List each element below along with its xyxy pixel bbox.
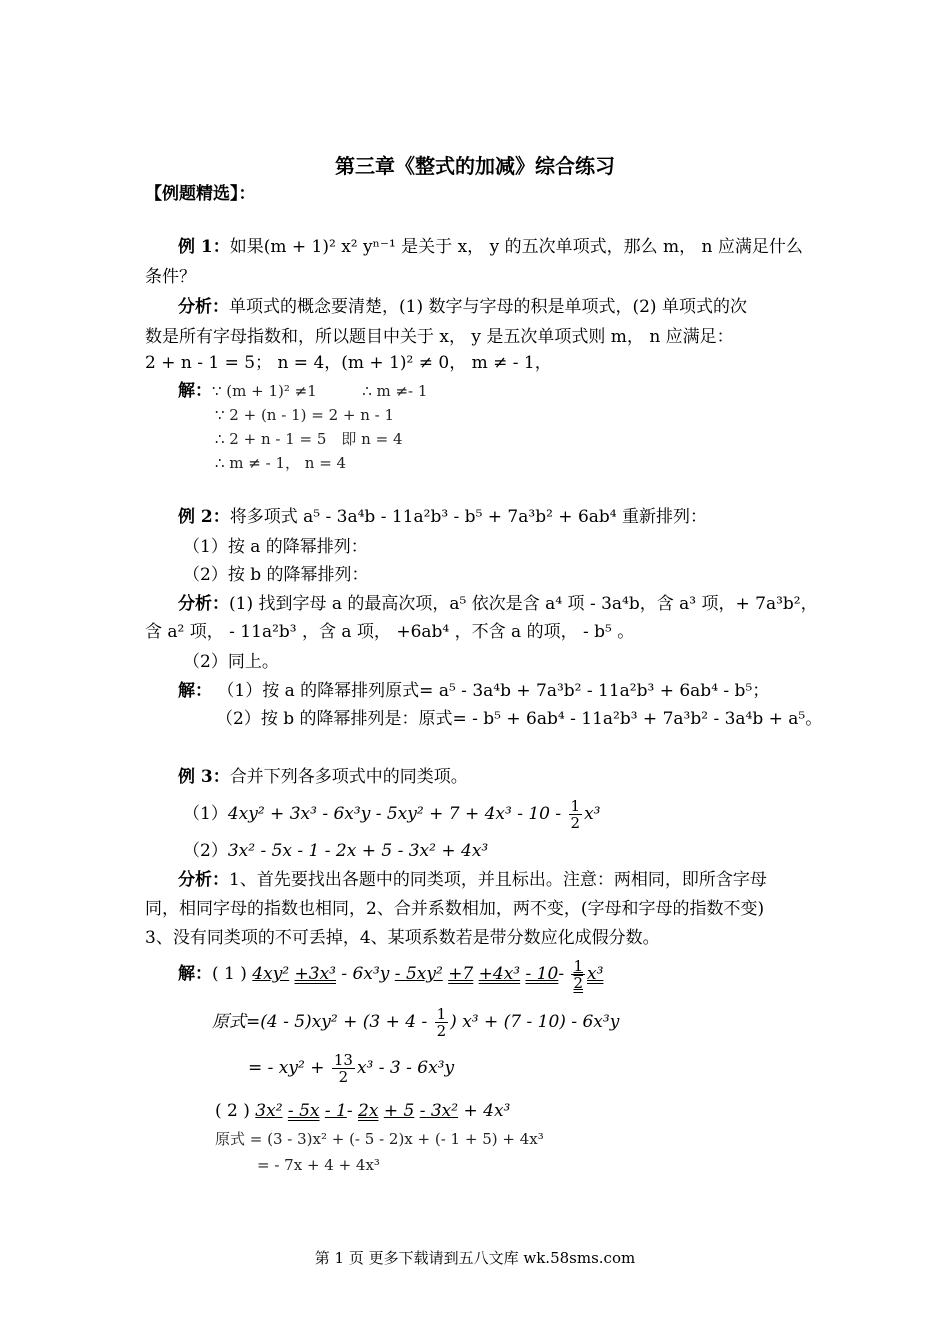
constant-1: - 1 [324, 1101, 347, 1121]
example-1-label: 例 1： [178, 237, 230, 257]
example-2-solution-text-1: （1）按 a 的降幂排列原式= a⁵ - 3a⁴b + 7a³b² - 11a²b³ + 6ab⁴ - b⁵； [217, 681, 770, 701]
example-3-problem-2-label: （2） [183, 841, 228, 861]
example-2-analysis-text-1: (1) 找到字母 a 的最高次项，a⁵ 依次是含 a⁴ 项 - 3a⁴b，含 a³ 项，+ 7a³b²， [229, 594, 818, 614]
like-term-5xy2: - 5xy² [394, 964, 443, 984]
example-3-solution-1-line [178, 958, 603, 994]
example-3-solution-1-step-1 [212, 1006, 619, 1046]
fraction-numerator: 1 [573, 957, 584, 975]
solution-1-step-1-fraction [435, 1006, 449, 1039]
solution-1-step-1-part-b: ) x³ + (7 - 10) - 6x³y [450, 1012, 620, 1032]
constant-5: + 5 [383, 1101, 415, 1121]
example-2-solution-line-1 [178, 680, 769, 702]
like-term-2x: 2x [358, 1101, 379, 1121]
constant-7: +7 [448, 964, 474, 984]
example-3-analysis-line-2: 同，相同字母的指数也相同，2、合并系数相加，两不变，(字母和字母的指数不变) [145, 899, 765, 919]
like-term-5x: - 5x [287, 1101, 320, 1121]
example-3-solution-2-prefix: ( 2 ) [215, 1101, 250, 1121]
example-3-analysis-line-3: 3、没有同类项的不可丢掉，4、某项系数若是带分数应化成假分数。 [145, 928, 660, 948]
example-3-analysis-line-1 [178, 869, 767, 891]
example-1-solution-label: 解： [178, 381, 212, 401]
example-3-solution-1-prefix: ( 1 ) [212, 964, 247, 984]
example-2-analysis-line-3: （2）同上。 [183, 652, 279, 672]
minus-sign-2: - [346, 1101, 359, 1121]
example-2-solution-label: 解： [178, 681, 212, 701]
example-1-line-2: 条件？ [145, 267, 196, 287]
example-3-analysis-label: 分析： [178, 870, 229, 890]
fraction-denominator: 2 [436, 1022, 447, 1040]
example-2-line-1 [178, 506, 707, 528]
like-term-4xy2: 4xy² [252, 964, 290, 984]
like-term-neg-3x2: - 3x² [419, 1101, 459, 1121]
example-2-label: 例 2： [178, 507, 230, 527]
example-3-solution-1-step-2 [248, 1052, 454, 1092]
example-3-solution-2-step-1: 原式 = (3 - 3)x² + (- 5 - 2)x + (- 1 + 5) + 4x³ [215, 1130, 544, 1148]
example-2-part-1: （1）按 a 的降幂排列： [183, 537, 368, 557]
like-term-half-x3: x³ [587, 964, 604, 984]
constant-10: - 10 [525, 964, 559, 984]
example-1-analysis-label: 分析： [178, 297, 229, 317]
example-1-line-1 [178, 236, 803, 258]
fraction-denominator: 2 [573, 974, 584, 992]
example-3-problem-1-fraction [569, 798, 583, 831]
example-1-solution-line-1 [178, 380, 427, 402]
example-1-analysis-line-3: 2 + n - 1 = 5； n = 4，(m + 1)² ≠ 0， m ≠ - 1， [145, 353, 552, 373]
example-3-analysis-text-1: 1、首先要找出各题中的同类项，并且标出。注意：两相同，即所含字母 [229, 870, 767, 890]
example-3-solution-2-line [215, 1100, 510, 1122]
example-3-problem-1 [183, 798, 601, 838]
solution-1-fraction [571, 958, 585, 991]
fraction-denominator: 2 [570, 814, 581, 832]
solution-1-step-2-part-a: = - xy² + [248, 1058, 330, 1078]
example-1-solution-step-2: ∵ 2 + (n - 1) = 2 + n - 1 [215, 406, 395, 424]
solution-1-step-2-part-b: x³ - 3 - 6x³y [356, 1058, 455, 1078]
example-3-problem-2 [183, 840, 488, 862]
fraction-denominator: 2 [338, 1068, 349, 1086]
minus-sign: - [558, 964, 570, 984]
page-title: 第三章《整式的加减》综合练习 [335, 154, 615, 178]
example-1-analysis-line-2: 数是所有字母指数和，所以题目中关于 x， y 是五次单项式则 m， n 应满足： [145, 327, 734, 347]
example-1-solution-step-1a: ∵ (m + 1)² ≠1 [212, 382, 317, 400]
example-3-solution-label: 解： [178, 964, 212, 984]
term-4x3: + 4x³ [458, 1101, 511, 1121]
example-1-solution-step-1b: ∴ m ≠- 1 [362, 382, 428, 400]
fraction-numerator: 13 [333, 1051, 353, 1069]
like-term-3x2: 3x² [255, 1101, 283, 1121]
example-1-solution-step-4: ∴ m ≠ - 1， n = 4 [215, 454, 347, 472]
example-3-problem-2-expression: 3x² - 5x - 1 - 2x + 5 - 3x² + 4x³ [227, 841, 489, 861]
example-1-question: 如果(m + 1)² x² yⁿ⁻¹ 是关于 x， y 的五次单项式，那么 m， n 应满足什么 [229, 237, 803, 257]
solution-1-step-1-part-a: 原式=(4 - 5)xy² + (3 + 4 - [212, 1012, 433, 1032]
example-2-solution-line-2: （2）按 b 的降幂排列是：原式= - b⁵ + 6ab⁴ - 11a²b³ + 7a³b² - 3a⁴b + a⁵。 [216, 709, 823, 729]
example-3-problem-1-tail: x³ [584, 804, 601, 824]
example-3-line-1 [178, 766, 468, 788]
example-3-label: 例 3： [178, 767, 230, 787]
example-2-analysis-label: 分析： [178, 594, 229, 614]
page-footer: 第 1 页 更多下载请到五八文库 wk.58sms.com [314, 1249, 636, 1267]
section-heading: 【例题精选】： [145, 184, 256, 204]
fraction-numerator: 1 [436, 1005, 447, 1023]
example-2-analysis-line-1 [178, 593, 818, 615]
solution-1-step-2-fraction [332, 1052, 355, 1085]
example-2-part-2: （2）按 b 的降幂排列： [183, 565, 369, 585]
example-1-analysis-text-1: 单项式的概念要清楚，(1) 数字与字母的积是单项式，(2) 单项式的次 [229, 297, 747, 317]
example-3-problem-1-expression: 4xy² + 3x³ - 6x³y - 5xy² + 7 + 4x³ - 10 - [227, 804, 567, 824]
like-term-4x3: +4x³ [478, 964, 521, 984]
example-3-solution-2-step-2: = - 7x + 4 + 4x³ [257, 1156, 380, 1174]
example-3-question: 合并下列各多项式中的同类项。 [229, 767, 468, 787]
example-2-analysis-line-2: 含 a² 项， - 11a²b³ ，含 a 项， +6ab⁴ ，不含 a 的项， - b⁵ 。 [145, 622, 635, 642]
example-1-analysis-line-1 [178, 296, 747, 318]
like-term-3x3: +3x³ [294, 964, 336, 984]
example-3-problem-1-label: （1） [183, 804, 228, 824]
term-6x3y: - 6x³y [341, 964, 390, 984]
example-1-solution-step-3: ∴ 2 + n - 1 = 5 即 n = 4 [215, 430, 403, 448]
fraction-numerator: 1 [570, 797, 581, 815]
example-2-question: 将多项式 a⁵ - 3a⁴b - 11a²b³ - b⁵ + 7a³b² + 6ab⁴ 重新排列： [229, 507, 708, 527]
